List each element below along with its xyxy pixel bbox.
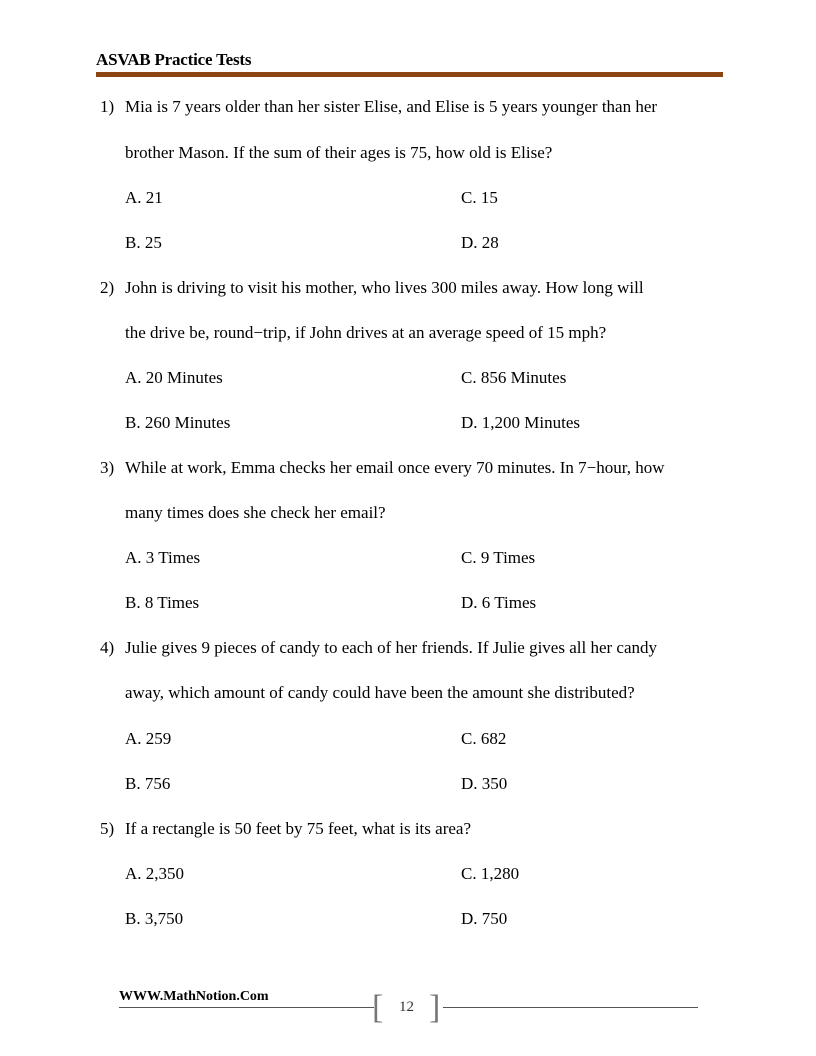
question-number: 4) bbox=[100, 638, 115, 657]
footer-rule-right bbox=[443, 1007, 698, 1008]
option-b: B. 756 bbox=[125, 774, 171, 793]
option-b: B. 25 bbox=[125, 233, 162, 252]
right-bracket-icon: ] bbox=[429, 989, 441, 1026]
option-c: C. 9 Times bbox=[461, 548, 536, 567]
header-title: ASVAB Practice Tests bbox=[96, 50, 252, 69]
question-number: 5) bbox=[100, 819, 115, 838]
left-bracket-icon: [ bbox=[372, 989, 384, 1026]
question-text-line: away, which amount of candy could have been the amount she distributed? bbox=[125, 683, 635, 702]
option-b: B. 8 Times bbox=[125, 593, 200, 612]
option-b: B. 3,750 bbox=[125, 909, 184, 928]
option-c: C. 682 bbox=[461, 729, 507, 748]
option-a: A. 21 bbox=[125, 188, 163, 207]
option-d: D. 6 Times bbox=[461, 593, 537, 612]
option-c: C. 15 bbox=[461, 188, 498, 207]
option-c: C. 856 Minutes bbox=[461, 368, 567, 387]
question-text-line: While at work, Emma checks her email once every 70 minutes. In 7−hour, how bbox=[125, 458, 665, 477]
footer-rule-left bbox=[119, 1007, 374, 1008]
header-rule bbox=[96, 72, 723, 77]
question-number: 3) bbox=[100, 458, 115, 477]
option-a: A. 20 Minutes bbox=[125, 368, 223, 387]
question-text-line: Julie gives 9 pieces of candy to each of her friends. If Julie gives all her candy bbox=[125, 638, 658, 657]
option-d: D. 350 bbox=[461, 774, 508, 793]
question-text-line: John is driving to visit his mother, who lives 300 miles away. How long will bbox=[125, 278, 644, 297]
question-text-line: many times does she check her email? bbox=[125, 503, 386, 522]
option-d: D. 1,200 Minutes bbox=[461, 413, 580, 432]
option-a: A. 3 Times bbox=[125, 548, 201, 567]
option-c: C. 1,280 bbox=[461, 864, 520, 883]
question-text-line: If a rectangle is 50 feet by 75 feet, what is its area? bbox=[125, 819, 471, 838]
question-text-line: brother Mason. If the sum of their ages is 75, how old is Elise? bbox=[125, 143, 553, 162]
option-d: D. 750 bbox=[461, 909, 508, 928]
question-text-line: Mia is 7 years older than her sister Elise, and Elise is 5 years younger than her bbox=[125, 97, 658, 116]
option-b: B. 260 Minutes bbox=[125, 413, 231, 432]
footer-website: WWW.MathNotion.Com bbox=[119, 989, 269, 1004]
option-a: A. 2,350 bbox=[125, 864, 185, 883]
option-d: D. 28 bbox=[461, 233, 499, 252]
page-number: 12 bbox=[399, 999, 414, 1015]
question-number: 1) bbox=[100, 97, 115, 116]
option-a: A. 259 bbox=[125, 729, 172, 748]
question-number: 2) bbox=[100, 278, 115, 297]
question-text-line: the drive be, round−trip, if John drives at an average speed of 15 mph? bbox=[125, 323, 607, 342]
